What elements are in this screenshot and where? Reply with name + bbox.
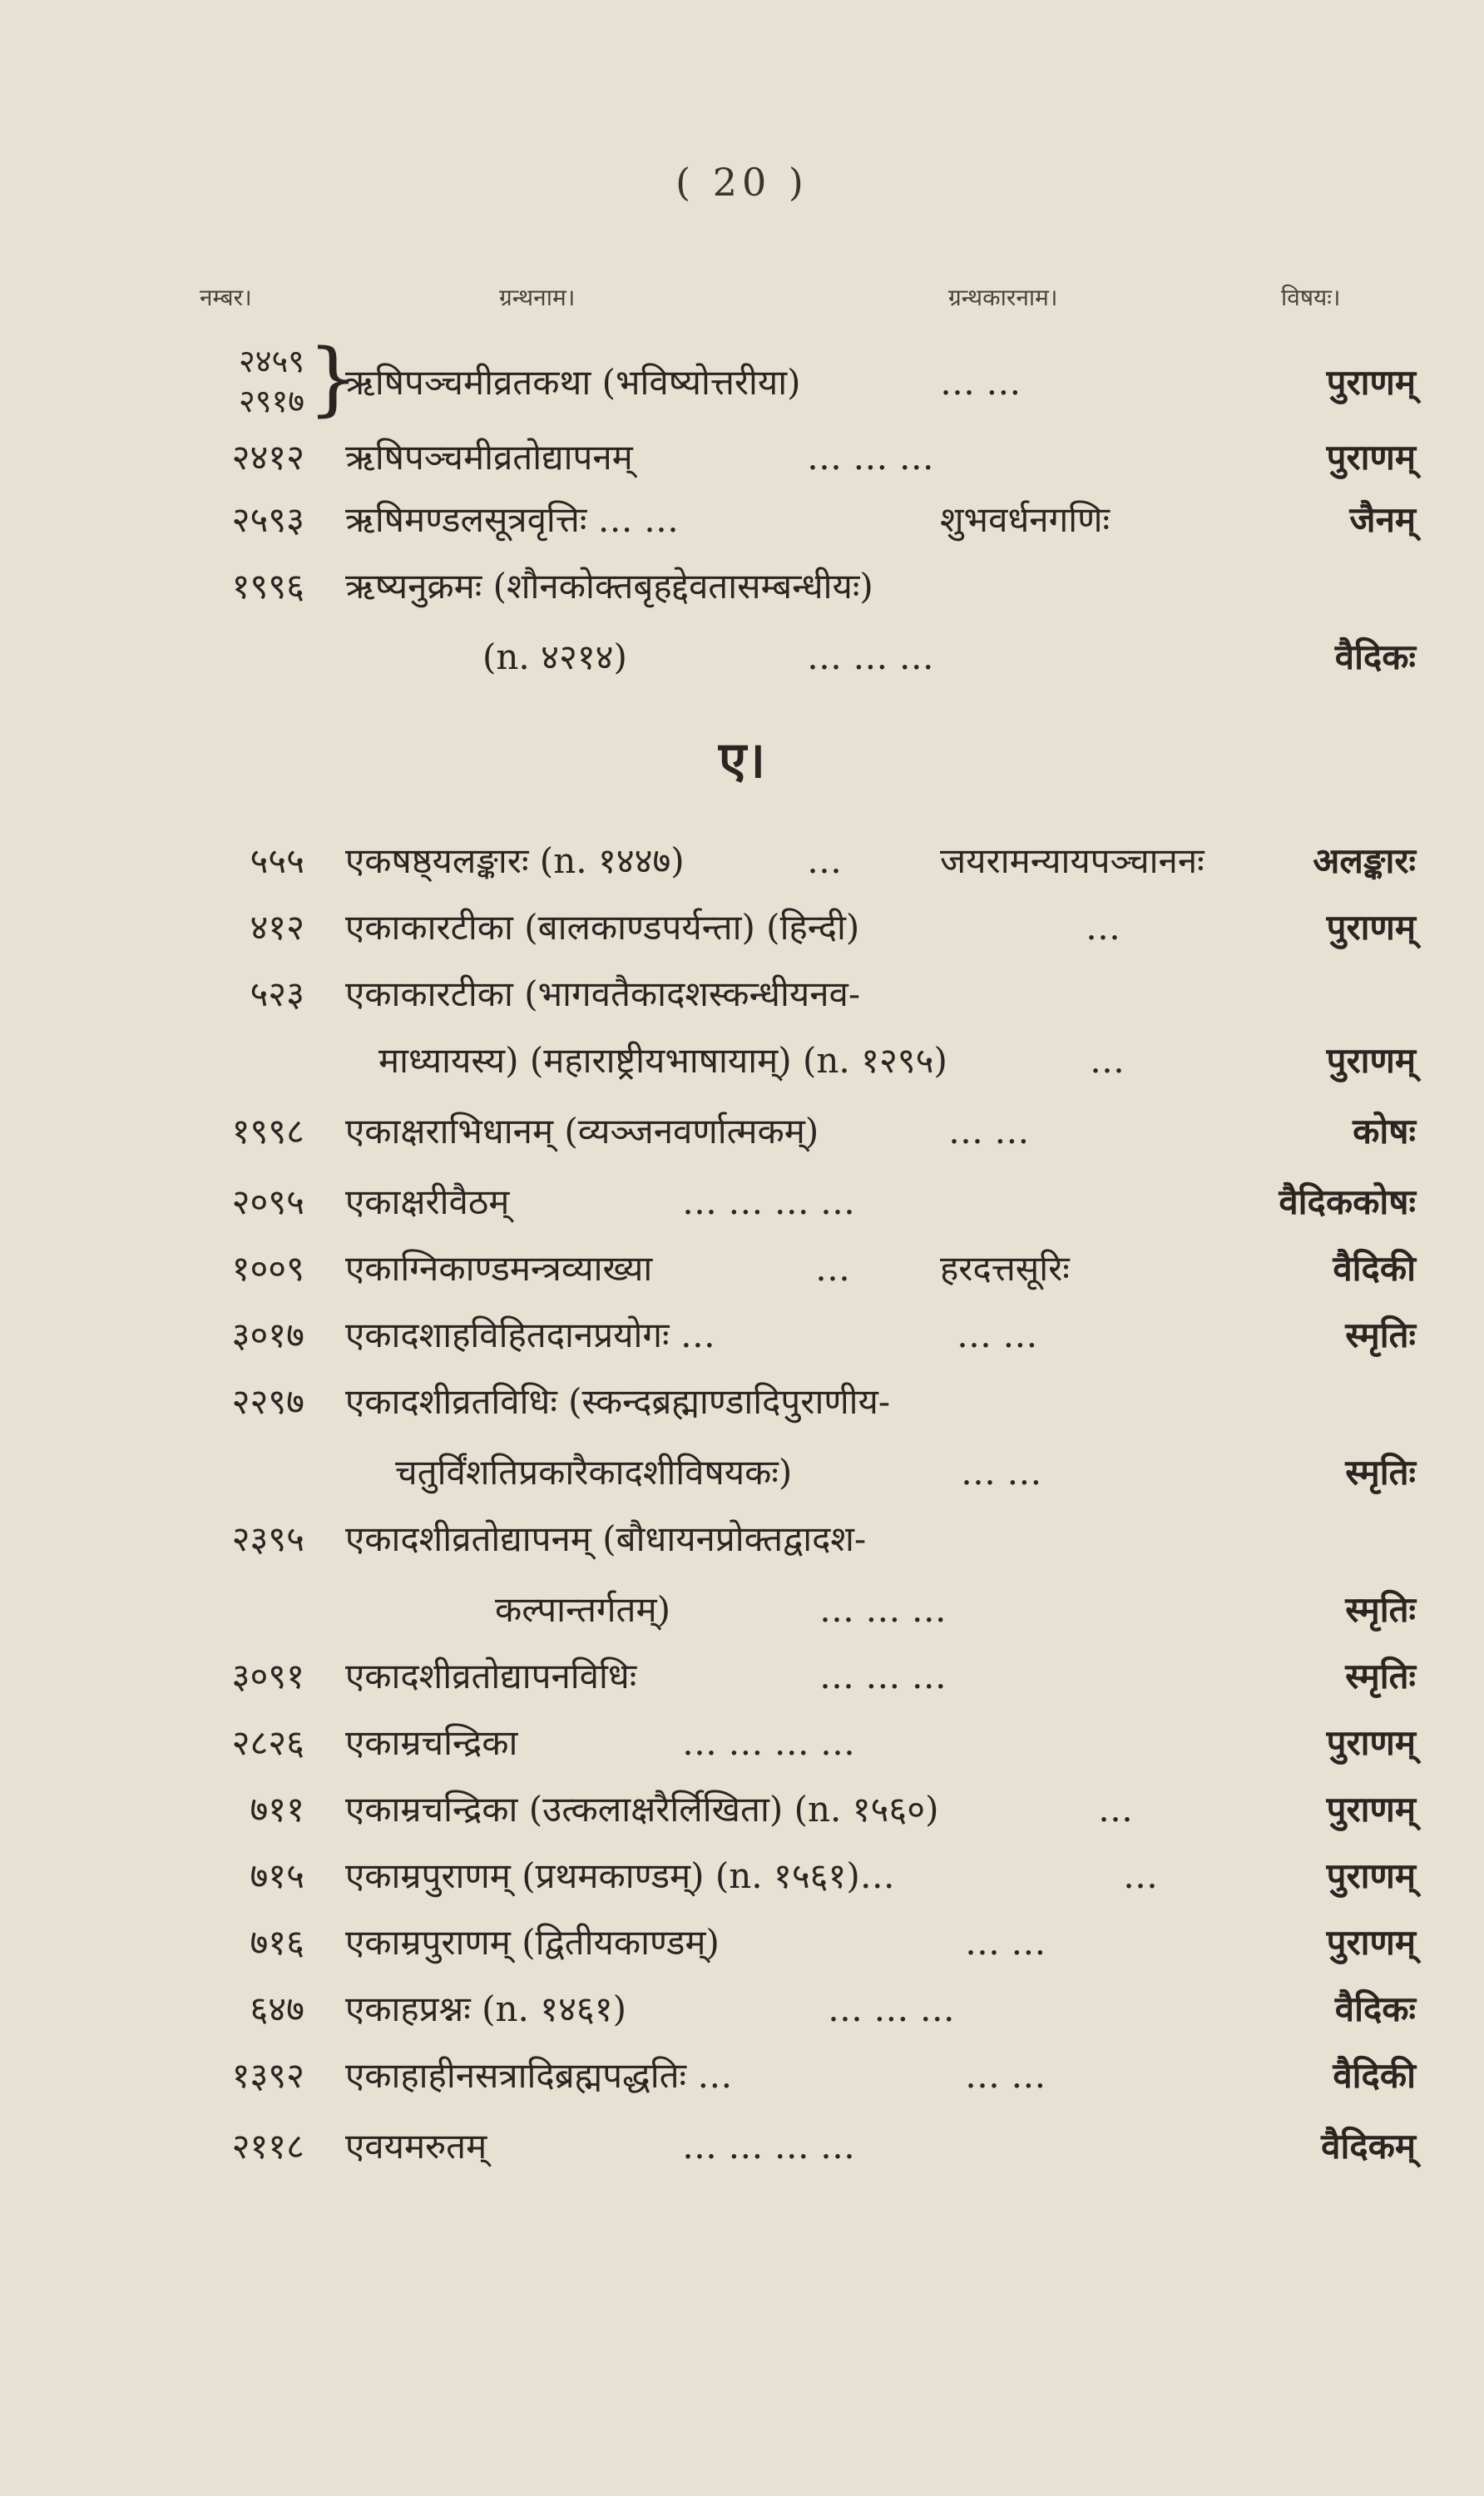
table-row: [0, 1306, 1484, 1364]
book-subject: जैनम्: [1349, 499, 1416, 540]
book-title: माध्यायस्य) (महाराष्ट्रीयभाषायाम्) (n. १२९५): [378, 1040, 947, 1081]
book-subject: अलङ्कारः: [1313, 840, 1416, 881]
book-subject: वैदिकः: [1334, 1988, 1416, 2029]
entry-number: १९९८: [231, 1111, 304, 1151]
book-title: ऋष्यनुक्रमः (शौनकोक्तबृहद्देवतासम्बन्धीयः): [345, 566, 873, 607]
table-row: [0, 1914, 1484, 1972]
book-title: एकाकारटीका (बालकाण्डपर्यन्ता) (हिन्दी): [345, 907, 860, 948]
leader-dots: … … …: [828, 1988, 955, 2029]
leader-dots: … … …: [819, 1656, 947, 1696]
book-subject: पुराणम्: [1326, 1855, 1416, 1896]
entry-number: २०९५: [231, 1181, 304, 1222]
leader-dots: … …: [965, 2055, 1046, 2096]
entry-number: ३०९१: [231, 1656, 304, 1696]
table-row: [0, 1581, 1484, 1639]
book-subject: पुराणम्: [1326, 1789, 1416, 1830]
table-row: [0, 628, 1484, 686]
book-subject: वैदिकी: [1333, 2055, 1416, 2096]
header-number: नम्बर।: [200, 284, 252, 311]
table-row: [0, 965, 1484, 1023]
entry-number: ४१२: [250, 907, 304, 948]
table-row: [0, 491, 1484, 549]
book-title: एकादशीव्रतविधिः (स्कन्दब्रह्माण्डादिपुराणीय-: [345, 1381, 891, 1422]
table-row: [0, 354, 1484, 412]
entry-number: ५५५: [250, 840, 304, 881]
table-row: [0, 899, 1484, 957]
leader-dots: … …: [948, 1111, 1030, 1151]
book-subject: वैदिकी: [1333, 1248, 1416, 1289]
leader-dots: …: [1086, 907, 1120, 948]
entry-number: १००९: [231, 1248, 304, 1289]
entry-number: ७१५: [250, 1855, 304, 1896]
book-title: एवयमरुतम्: [345, 2126, 487, 2167]
table-row: [0, 1102, 1484, 1161]
header-author-name: ग्रन्थकारनाम।: [948, 284, 1058, 311]
book-subject: पुराणम्: [1326, 1722, 1416, 1763]
author-name: जयरामन्यायपञ्चाननः: [940, 840, 1205, 881]
leader-dots: …: [1123, 1855, 1158, 1896]
book-title: एकाक्षराभिधानम् (व्यञ्जनवर्णात्मकम्): [345, 1111, 819, 1151]
book-subject: पुराणम्: [1326, 1040, 1416, 1081]
leader-dots: … … …: [807, 437, 934, 478]
page-number: ( 20 ): [675, 160, 809, 205]
book-subject: स्मृतिः: [1345, 1589, 1416, 1630]
table-row: [0, 1847, 1484, 1905]
book-subject: वैदिककोषः: [1279, 1181, 1416, 1222]
table-row: [0, 1032, 1484, 1090]
book-title: ऋषिपञ्चमीव्रतोद्यापनम्: [345, 437, 633, 478]
entry-number: २४१२: [231, 437, 304, 478]
leader-dots: … … … …: [682, 2126, 856, 2167]
leader-dots: …: [1090, 1040, 1125, 1081]
table-row: [0, 1510, 1484, 1568]
leader-dots: … …: [961, 1452, 1042, 1493]
book-title: एकाग्निकाण्डमन्त्रव्याख्या: [345, 1248, 653, 1289]
table-row: [0, 832, 1484, 890]
book-subject: पुराणम्: [1326, 437, 1416, 478]
book-title: एकाम्रपुराणम् (प्रथमकाण्डम्) (n. १५६१)…: [345, 1855, 895, 1896]
book-title: एकाम्रचन्द्रिका: [345, 1722, 518, 1763]
table-row: [0, 1373, 1484, 1431]
table-row: [0, 2117, 1484, 2176]
book-subject: कोषः: [1353, 1111, 1416, 1151]
entry-number: ३०१७: [231, 1315, 304, 1355]
book-title: एकाम्रचन्द्रिका (उत्कलाक्षरैर्लिखिता) (n. १५६०): [345, 1789, 939, 1830]
book-title: चतुर्विंशतिप्रकारैकादशीविषयकः): [395, 1452, 793, 1493]
book-title: एकादशीव्रतोद्यापनम् (बौधायनप्रोक्तद्वादश-: [345, 1518, 867, 1559]
entry-number: ७१६: [250, 1922, 304, 1963]
entry-number: २४५९: [238, 343, 304, 379]
book-title: एकादशाहविहितदानप्रयोगः …: [345, 1315, 715, 1355]
table-row: [0, 1240, 1484, 1298]
leader-dots: … … …: [807, 636, 934, 677]
book-subject: पुराणम्: [1326, 362, 1416, 403]
author-name: हरदत्तसूरिः: [940, 1248, 1070, 1289]
book-subject: वैदिकः: [1334, 636, 1416, 677]
book-title: ऋषिपञ्चमीव्रतकथा (भविष्योत्तरीया): [345, 362, 801, 403]
leader-dots: … …: [957, 1315, 1038, 1355]
book-title: एकाहाहीनसत्रादिब्रह्मपद्धतिः …: [345, 2055, 733, 2096]
table-row: [0, 1780, 1484, 1839]
book-title: एकादशीव्रतोद्यापनविधिः: [345, 1656, 637, 1696]
book-subject: वैदिकम्: [1321, 2126, 1416, 2167]
table-row: [0, 1444, 1484, 1502]
book-subject: पुराणम्: [1326, 907, 1416, 948]
table-row: [0, 1173, 1484, 1231]
book-title: एकाहप्रश्नः (n. १४६१): [345, 1988, 626, 2029]
table-row: [0, 2047, 1484, 2105]
leader-dots: … …: [940, 362, 1021, 403]
entry-number: १९९६: [231, 566, 304, 607]
entry-number: २३९५: [231, 1518, 304, 1559]
leader-dots: … … …: [819, 1589, 947, 1630]
entry-number: २८२६: [231, 1722, 304, 1763]
book-subject: स्मृतिः: [1345, 1452, 1416, 1493]
book-title: कल्पान्तर्गतम्): [495, 1589, 670, 1630]
header-subject: विषयः।: [1281, 284, 1341, 311]
entry-number: २२९७: [231, 1381, 304, 1422]
leader-dots: …: [815, 1248, 850, 1289]
entry-number: १३९२: [231, 2055, 304, 2096]
book-subject: पुराणम्: [1326, 1922, 1416, 1963]
book-title: ऋषिमण्डलसूत्रवृत्तिः … …: [345, 499, 680, 540]
leader-dots: … … … …: [682, 1181, 856, 1222]
entry-number: २११८: [231, 2126, 304, 2167]
entry-number: २५९३: [231, 499, 304, 540]
entry-number: ६४७: [250, 1988, 304, 2029]
book-title: एकाक्षरीवैठम्: [345, 1181, 510, 1222]
book-title: एकाम्रपुराणम् (द्वितीयकाण्डम्): [345, 1922, 720, 1963]
table-row: [0, 1714, 1484, 1772]
table-row: [0, 557, 1484, 616]
book-subject: स्मृतिः: [1345, 1656, 1416, 1696]
table-row: [0, 1647, 1484, 1706]
table-row: [0, 1980, 1484, 2038]
book-subject: स्मृतिः: [1345, 1315, 1416, 1355]
entry-number: ५२३: [250, 973, 304, 1014]
book-title: एकषष्ठ्यलङ्कारः (n. १४४७): [345, 840, 685, 881]
leader-dots: … …: [965, 1922, 1046, 1963]
author-name: शुभवर्धनगणिः: [940, 499, 1110, 540]
section-letter: ए।: [719, 731, 765, 790]
entry-number: २९१७: [238, 383, 304, 419]
leader-dots: … … … …: [682, 1722, 856, 1763]
book-title: एकाकारटीका (भागवतैकादशस्कन्धीयनव-: [345, 973, 861, 1014]
table-row: [0, 428, 1484, 487]
leader-dots: …: [807, 840, 842, 881]
header-book-name: ग्रन्थनाम।: [499, 284, 576, 311]
leader-dots: …: [1098, 1789, 1133, 1830]
brace-glyph: }: [308, 332, 359, 425]
entry-number: ७११: [250, 1789, 304, 1830]
book-title: (n. ४२१४): [482, 636, 627, 677]
